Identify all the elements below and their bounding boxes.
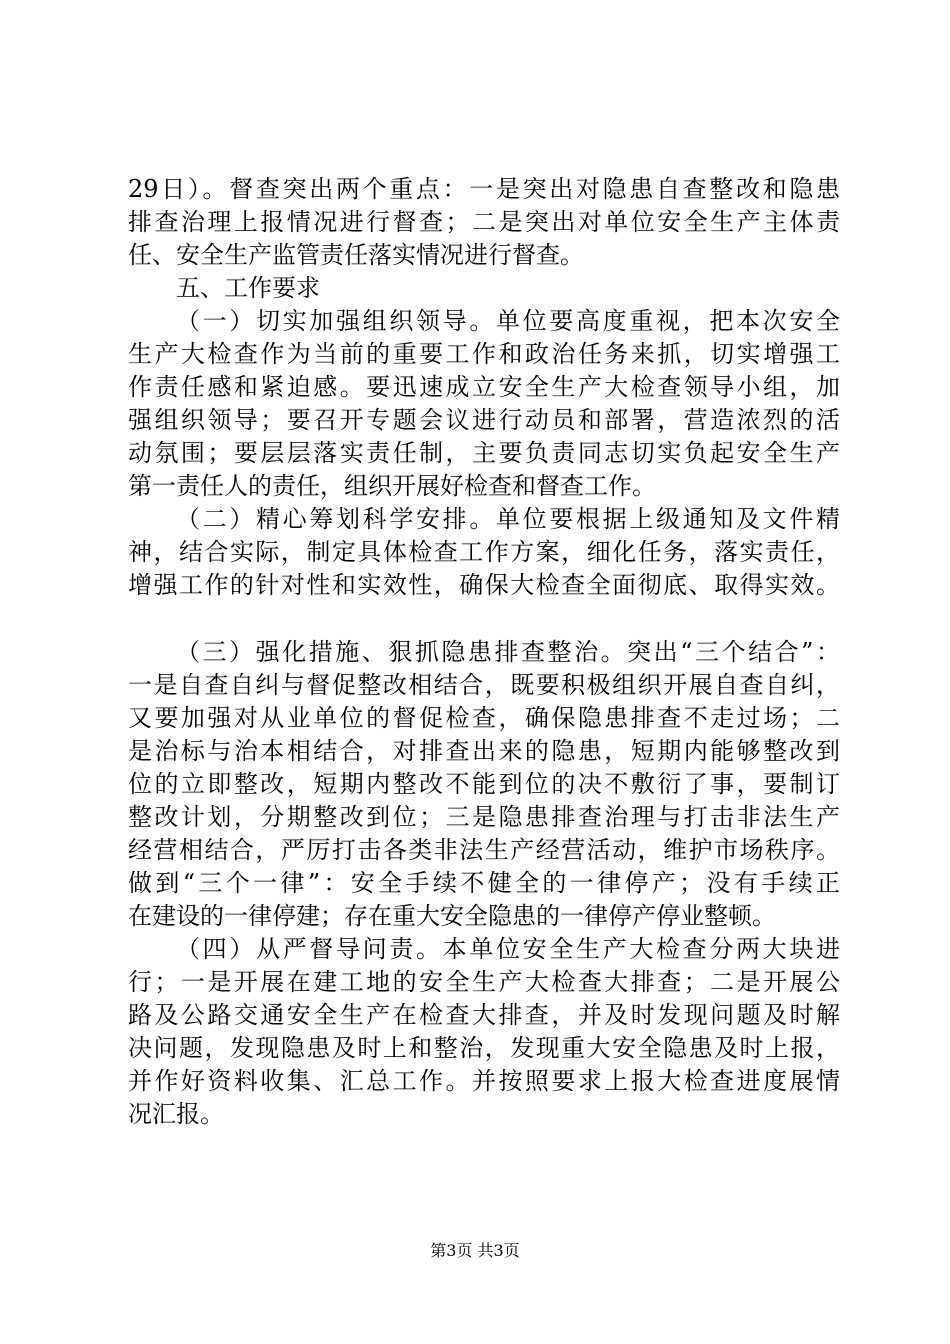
text-line: 强组织领导；要召开专题会议进行动员和部署，营造浓烈的活: [128, 406, 840, 434]
text-line: 29日）。督查突出两个重点：一是突出对隐患自查整改和隐患: [128, 175, 840, 203]
text-line: 动氛围；要层层落实责任制，主要负责同志切实负起安全生产: [128, 439, 840, 467]
page-footer: 第3页 共3页: [430, 1241, 520, 1260]
text-line: 生产大检查作为当前的重要工作和政治任务来抓，切实增强工: [128, 340, 840, 368]
text-line: 一是自查自纠与督促整改相结合，既要积极组织开展自查自纠，: [128, 671, 840, 699]
text-line: 决问题，发现隐患及时上和整治，发现重大安全隐患及时上报，: [128, 1034, 840, 1062]
text-line: 位的立即整改，短期内整改不能到位的决不敷衍了事，要制订: [128, 770, 840, 798]
document-body: [128, 173, 840, 1131]
text-line: 增强工作的针对性和实效性，确保大检查全面彻底、取得实效。: [128, 571, 840, 599]
text-line: 并作好资料收集、汇总工作。并按照要求上报大检查进度展情: [128, 1067, 840, 1095]
text-line: 神，结合实际，制定具体检查工作方案，细化任务，落实责任，: [128, 538, 840, 566]
text-line: （四）从严督导问责。本单位安全生产大检查分两大块进: [176, 935, 840, 963]
paragraph-continuation: [128, 173, 840, 272]
text-line: 经营相结合，严厉打击各类非法生产经营活动，维护市场秩序。: [128, 836, 840, 864]
text-line: 路及公路交通安全生产在检查大排查，并及时发现问题及时解: [128, 1001, 840, 1029]
text-line: 第一责任人的责任，组织开展好检查和督查工作。: [128, 472, 656, 500]
paragraph-one: [128, 305, 840, 503]
text-line: 在建设的一律停建；存在重大安全隐患的一律停产停业整顿。: [128, 902, 776, 930]
text-line: （二）精心筹划科学安排。单位要根据上级通知及文件精: [176, 505, 840, 533]
section-heading-five: [128, 272, 840, 305]
text-line: 排查治理上报情况进行督查；二是突出对单位安全生产主体责: [128, 208, 840, 236]
text-line: 整改计划，分期整改到位；三是隐患排查治理与打击非法生产: [128, 803, 840, 831]
text-line: 况汇报。: [128, 1100, 224, 1128]
paragraph-four: [128, 933, 840, 1131]
paragraph-two: [128, 503, 840, 602]
text-line: （一）切实加强组织领导。单位要高度重视，把本次安全: [176, 307, 840, 335]
text-line: 行；一是开展在建工地的安全生产大检查大排查；二是开展公: [128, 968, 840, 996]
paragraph-three: [128, 636, 840, 933]
text-line: 是治标与治本相结合，对排查出来的隐患，短期内能够整改到: [128, 737, 840, 765]
text-line: 又要加强对从业单位的督促检查，确保隐患排查不走过场；二: [128, 704, 840, 732]
section-heading: 五、工作要求: [176, 274, 320, 302]
text-line: 作责任感和紧迫感。要迅速成立安全生产大检查领导小组，加: [128, 373, 840, 401]
paragraph-spacer: [128, 602, 840, 636]
text-line: （三）强化措施、狠抓隐患排查整治。突出“三个结合”：: [176, 638, 840, 666]
text-line: 做到“三个一律”：安全手续不健全的一律停产；没有手续正: [128, 869, 840, 897]
text-line: 任、安全生产监管责任落实情况进行督查。: [128, 241, 584, 269]
